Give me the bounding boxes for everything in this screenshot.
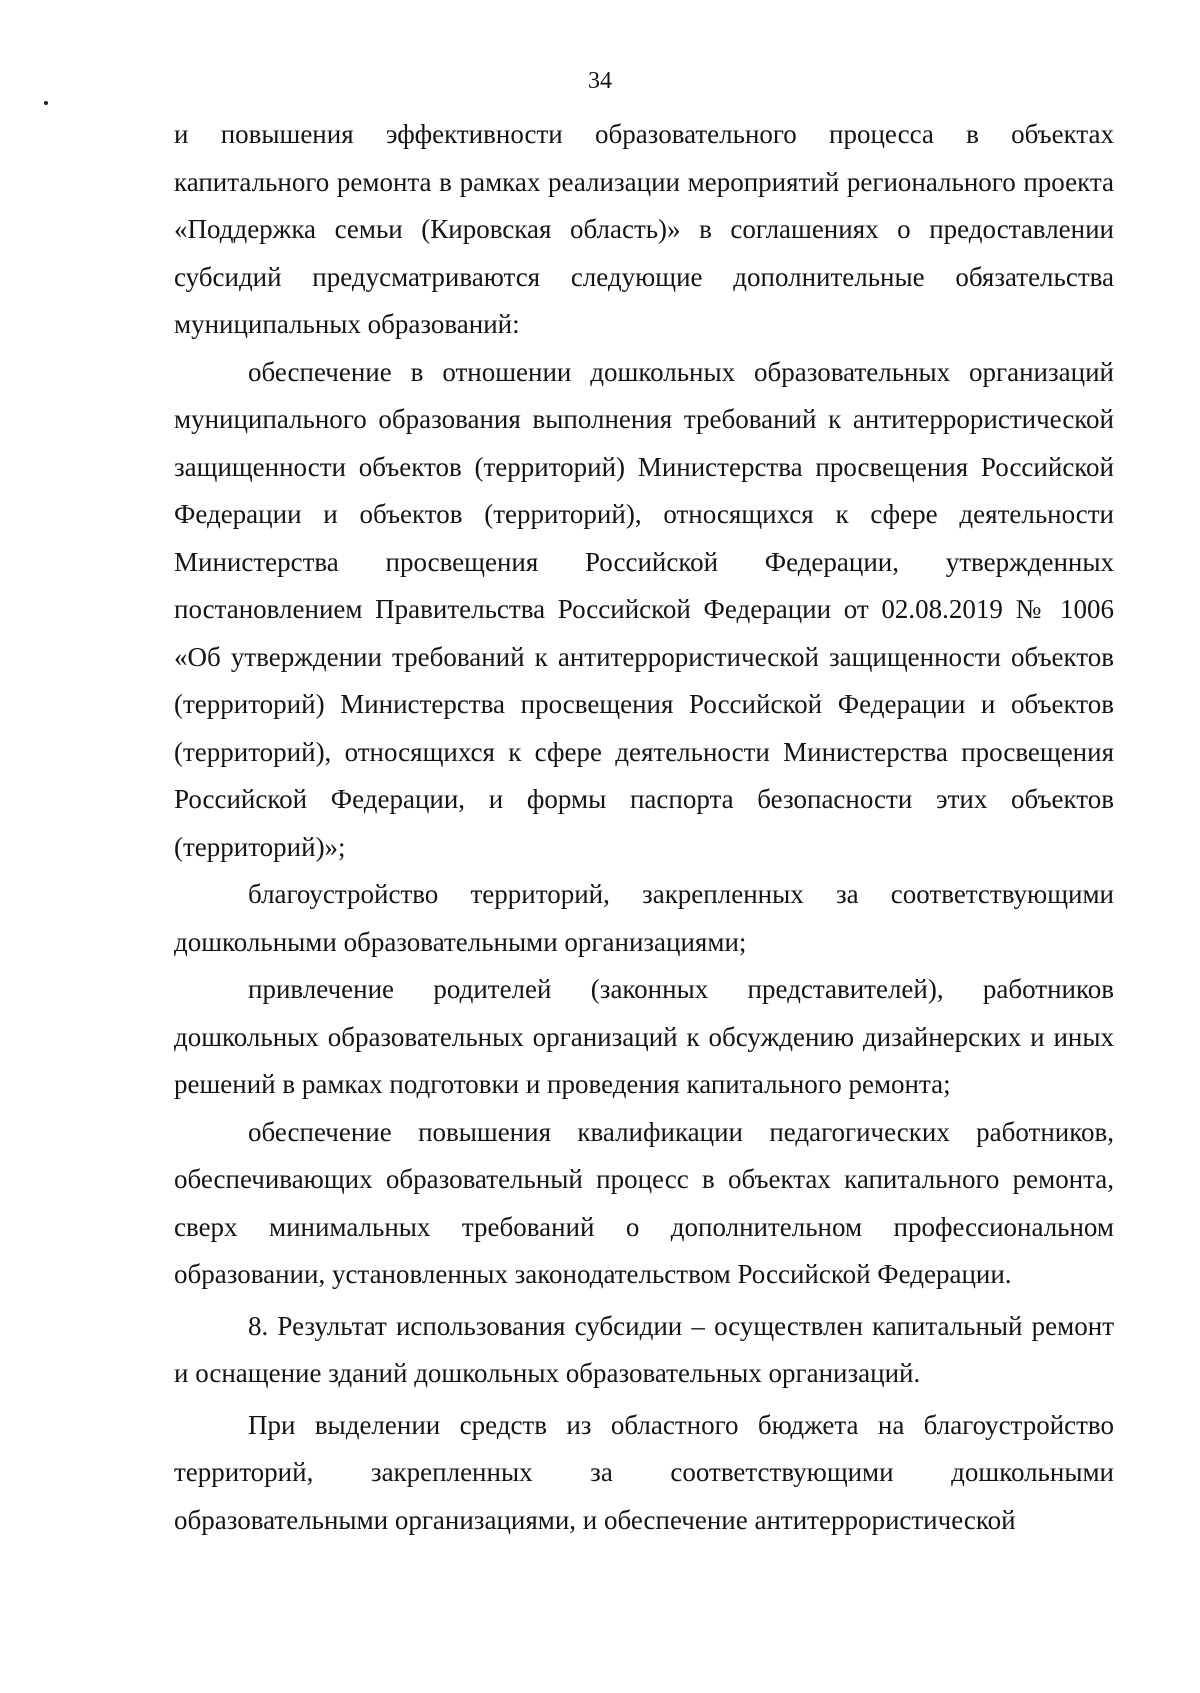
paragraph-budget-allocation: При выделении средств из областного бюджета на благоустройство территорий, закрепленных за соответствующими дошкольными образовательными организациями, и обеспечение антитеррористической: [174, 1409, 1114, 1535]
paragraph-landscaping: благоустройство территорий, закрепленных за соответствующими дошкольными образовательными организациями;: [174, 879, 1114, 957]
paragraph-qualification: обеспечение повышения квалификации педагогических работников, обеспечивающих образовательный процесс в объектах капитального ремонта, сверх минимальных требований о дополнительном профессиональном образовании, установленных законодательством Российской Федерации.: [174, 1116, 1114, 1289]
paragraph-continuation: и повышения эффективности образовательного процесса в объектах капитального ремонта в рамках реализации мероприятий регионального проекта «Поддержка семьи (Кировская область)» в соглашениях о предоставлении субсидий предусматриваются следующие дополнительные обязательства муниципальных образований:: [174, 119, 1114, 339]
paragraph-antiterror-obligation: обеспечение в отношении дошкольных образовательных организаций муниципального образования выполнения требований к антитеррористической защищенности объектов (территорий) Министерства просвещения Российской Федерации и объектов (территорий), относящихся к сфере деятельности Министерства просвещения Российской Федерации, утвержденных постановлением Правительства Российской Федерации от 02.08.2019 № 1006 «Об утверждении требований к антитеррористической защищенности объектов (территорий) Министерства просвещения Российской Федерации и объектов (территорий), относящихся к сфере деятельности Министерства просвещения Российской Федерации, и формы паспорта безопасности этих объектов (территорий)»;: [174, 356, 1114, 862]
document-body: [174, 111, 1114, 1544]
paragraph-subsidy-result: 8. Результат использования субсидии – осуществлен капитальный ремонт и оснащение зданий дошкольных образовательных организаций.: [174, 1310, 1114, 1388]
page-number: 34: [588, 68, 612, 94]
scan-speck: [44, 101, 48, 105]
paragraph-parents-involvement: привлечение родителей (законных представителей), работников дошкольных образовательных организаций к обсуждению дизайнерских и иных решений в рамках подготовки и проведения капитального ремонта;: [174, 974, 1114, 1099]
